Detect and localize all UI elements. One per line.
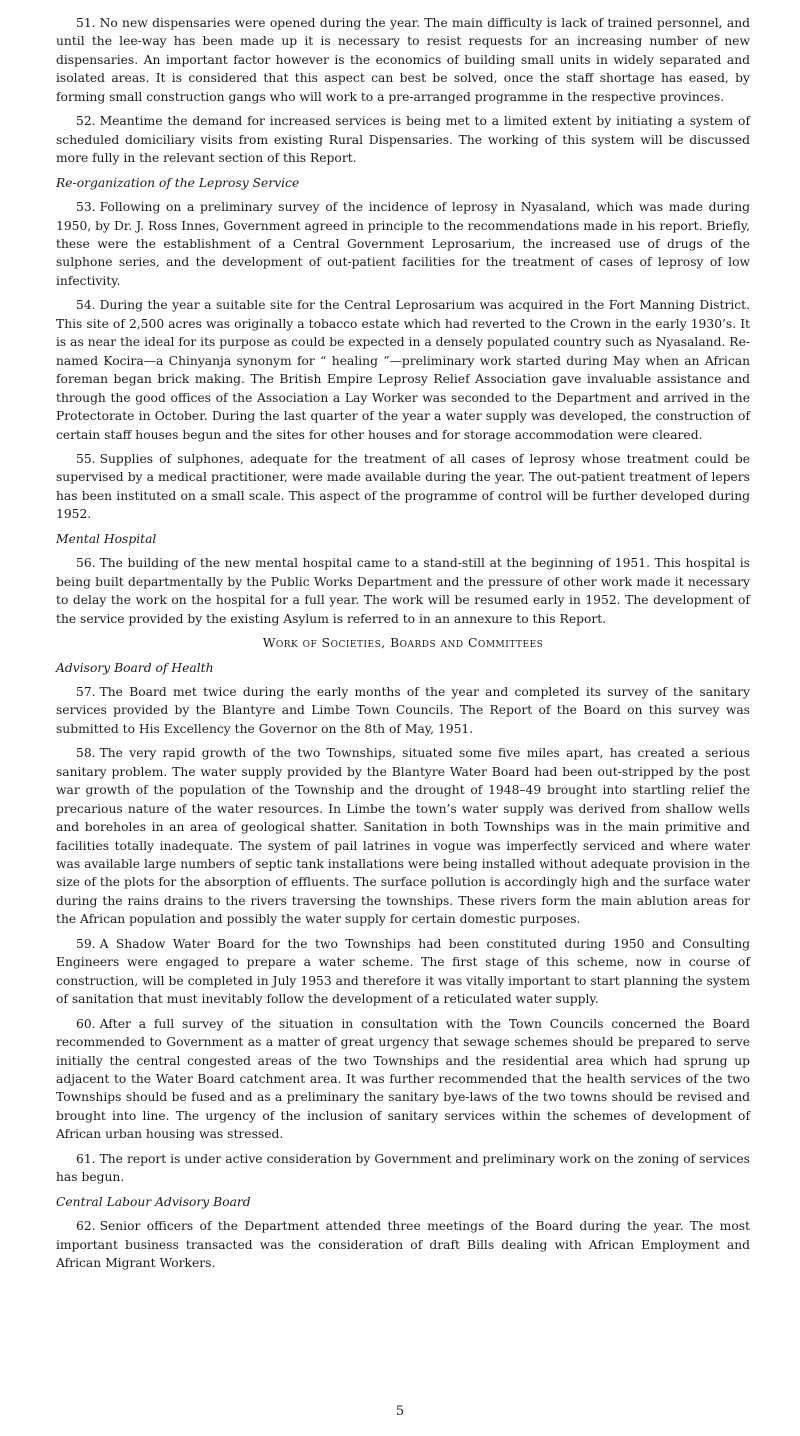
- paragraph-number: 51.: [76, 16, 96, 30]
- paragraph-number: 62.: [76, 1219, 96, 1234]
- paragraph-59: [56, 935, 750, 1009]
- paragraph-number: 58.: [76, 746, 96, 761]
- paragraph-text: No new dispensaries were opened during the year. The main difficulty is lack of trained personnel, and until the lee-way has been made up it is necessary to resist requests for an increasing number of new dispensaries. An important factor however is the economics of building small units in widely separated and isolated areas. It is considered that this aspect can best be solved, once the staff shortage has eased, by forming small construction gangs who will work to a pre-arranged programme in the respective provinces.: [56, 16, 750, 104]
- paragraph-55: [56, 450, 750, 524]
- paragraph-56: [56, 554, 750, 628]
- section-heading-societies: Work of Societies, Boards and Committees: [262, 636, 544, 651]
- paragraph-number: 60.: [76, 1016, 96, 1031]
- paragraph-number: 59.: [76, 936, 96, 951]
- heading-leprosy-service: Re-organization of the Leprosy Service: [56, 175, 300, 190]
- paragraph-number: 54.: [76, 298, 96, 313]
- paragraph-text: Senior officers of the Department attended three meetings of the Board during the year. The most important business transacted was the consideration of draft Bills dealing with African Employment and African Migrant Workers.: [56, 1219, 750, 1271]
- paragraph-61: [56, 1150, 750, 1187]
- paragraph-60: [56, 1015, 750, 1144]
- document-page: [56, 14, 750, 1279]
- paragraph-text: The very rapid growth of the two Townships, situated some five miles apart, has created a serious sanitary problem. The water supply provided by the Blantyre Water Board had been out-stripped by the post war growth of the population of the Township and the drought of 1948–49 brought into startling relief the precarious nature of the water resources. In Limbe the town’s water supply was derived from shallow wells and boreholes in an area of geological shatter. Sanitation in both Townships was in the main primitive and facilities totally inadequate. The system of pail latrines in vogue was imperfectly serviced and where water was available large numbers of septic tank installations were being installed without adequate provision in the size of the plots for the absorption of effluents. The surface pollution is accordingly high and the surface water during the rains drains to the rivers traversing the townships. These rivers form the main ablution areas for the African population and possibly the water supply for certain domestic purposes.: [56, 746, 750, 927]
- heading-labour-board: Central Labour Advisory Board: [56, 1194, 251, 1209]
- paragraph-58: [56, 744, 750, 929]
- paragraph-text: Supplies of sulphones, adequate for the treatment of all cases of leprosy whose treatment could be supervised by a medical practitioner, were made available during the year. The out-patient treatment of lepers has been instituted on a small scale. This aspect of the programme of control will be further developed during 1952.: [56, 451, 750, 522]
- paragraph-57: [56, 683, 750, 738]
- paragraph-62: [56, 1217, 750, 1272]
- paragraph-number: 57.: [76, 684, 96, 699]
- paragraph-number: 56.: [76, 556, 96, 571]
- paragraph-text: A Shadow Water Board for the two Townships had been constituted during 1950 and Consulting Engineers were engaged to prepare a water scheme. The first stage of this scheme, now in course of construction, will be completed in July 1953 and therefore it was vitally important to start planning the system of sanitation that must inevitably follow the development of a reticulated water supply.: [56, 936, 750, 1007]
- paragraph-text: Following on a preliminary survey of the incidence of leprosy in Nyasaland, which was made during 1950, by Dr. J. Ross Innes, Government agreed in principle to the recommendations made in his report. Briefly, these were the establishment of a Central Government Leprosarium, the increased use of drugs of the sulphone series, and the development of out-patient facilities for the treatment of cases of leprosy of low infectivity.: [56, 200, 750, 288]
- paragraph-text: During the year a suitable site for the Central Leprosarium was acquired in the Fort Manning District. This site of 2,500 acres was originally a tobacco estate which had reverted to the Crown in the early 1930’s. It is as near the ideal for its purpose as could be expected in a densely populated country such as Nyasaland. Re-named Kocira—a Chinyanja synonym for “ healing ”—preliminary work started during May when an African foreman began brick making. The British Empire Leprosy Relief Association gave invaluable assistance and through the good offices of the Association a Lay Worker was seconded to the Department and arrived in the Protectorate in October. During the last quarter of the year a water supply was developed, the construction of certain staff houses begun and the sites for other houses and for storage accommodation were cleared.: [56, 298, 750, 442]
- paragraph-text: Meantime the demand for increased services is being met to a limited extent by initiating a system of scheduled domiciliary visits from existing Rural Dispensaries. The working of this system will be discussed more fully in the relevant section of this Report.: [56, 114, 750, 166]
- paragraph-51: [56, 14, 750, 106]
- paragraph-text: The building of the new mental hospital came to a stand-still at the beginning of 1951. This hospital is being built departmentally by the Public Works Department and the pressure of other work made it necessary to delay the work on the hospital for a full year. The work will be resumed early in 1952. The development of the service provided by the existing Asylum is referred to in an annexure to this Report.: [56, 556, 750, 626]
- paragraph-text: The report is under active consideration by Government and preliminary work on the zoning of services has begun.: [56, 1151, 750, 1185]
- paragraph-text: After a full survey of the situation in consultation with the Town Councils concerned the Board recommended to Government as a matter of great urgency that sewage schemes should be prepared to serve initially the central congested areas of the two Townships and the residential area which had sprung up adjacent to the Water Board catchment area. It was further recommended that the health services of the two Townships should be fused and as a preliminary the sanitary bye-laws of the two towns should be revised and brought into line. The urgency of the inclusion of sanitary services within the schemes of development of African urban housing was stressed.: [56, 1016, 750, 1142]
- paragraph-number: 55.: [76, 451, 96, 466]
- paragraph-53: [56, 198, 750, 290]
- paragraph-number: 61.: [76, 1151, 96, 1166]
- heading-advisory-board: Advisory Board of Health: [56, 660, 214, 675]
- paragraph-number: 53.: [76, 200, 96, 215]
- paragraph-52: [56, 112, 750, 167]
- heading-mental-hospital: Mental Hospital: [56, 531, 157, 546]
- paragraph-54: [56, 296, 750, 444]
- paragraph-text: The Board met twice during the early months of the year and completed its survey of the sanitary services provided by the Blantyre and Limbe Town Councils. The Report of the Board on this survey was submitted to His Excellency the Governor on the 8th of May, 1951.: [56, 684, 750, 736]
- page-number: 5: [395, 1404, 405, 1419]
- paragraph-number: 52.: [76, 114, 96, 129]
